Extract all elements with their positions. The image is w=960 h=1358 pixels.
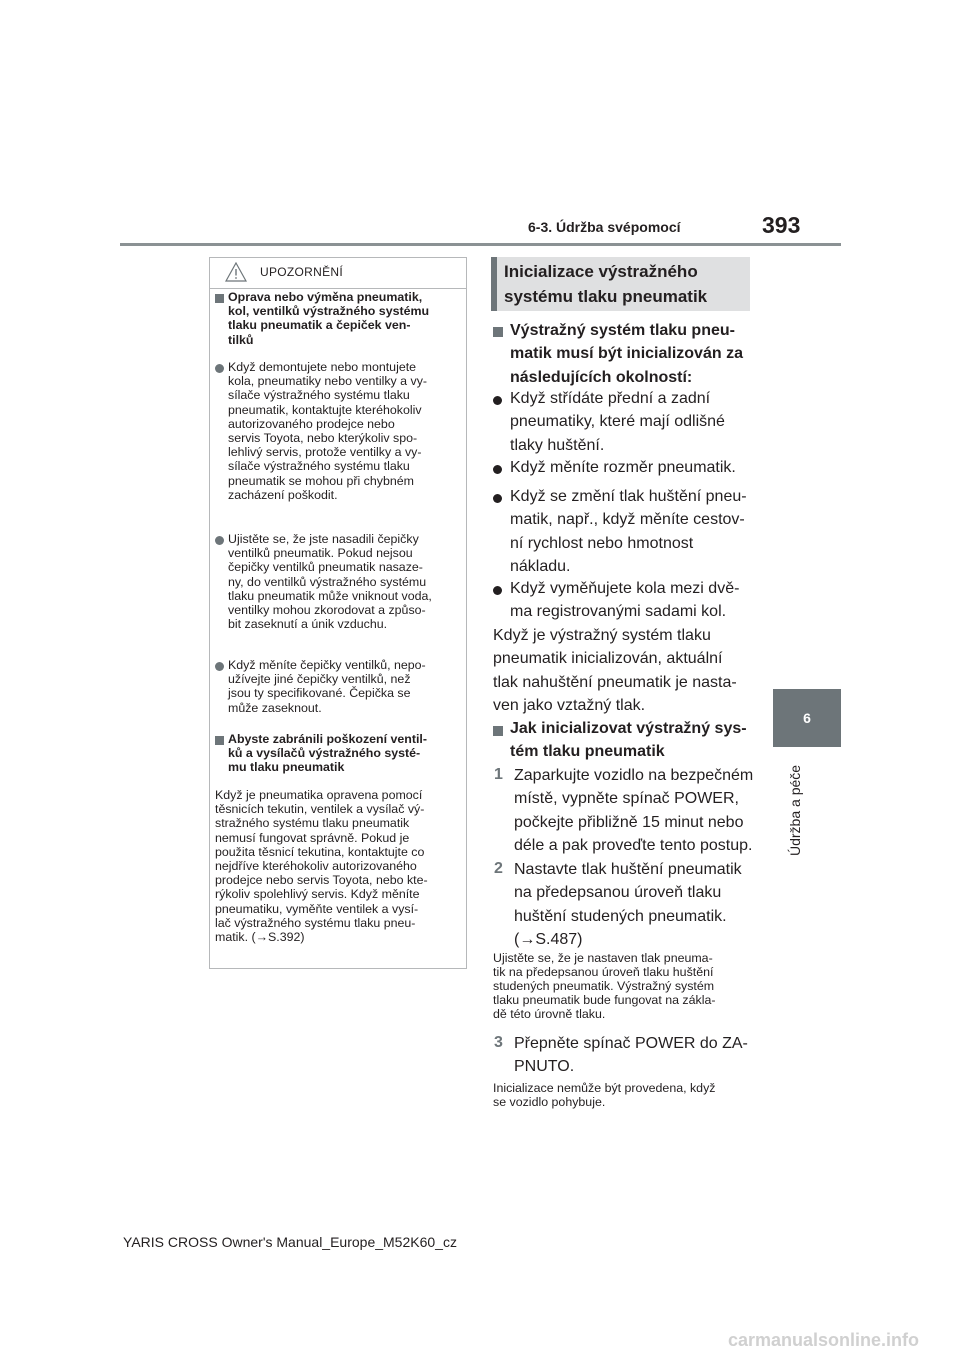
footer-text: YARIS CROSS Owner's Manual_Europe_M52K60_cz	[123, 1234, 457, 1250]
square-bullet-icon	[215, 736, 224, 745]
condition-3	[510, 485, 755, 578]
step-number: 3	[494, 1034, 503, 1051]
text-line: lač výstražného systému tlaku pneu-	[215, 915, 416, 930]
text-line: ventilků pneumatik. Pokud nejsou	[228, 546, 413, 561]
footer-manual-id	[0, 1234, 960, 1250]
text-line: huštění studených pneumatik.	[514, 907, 727, 925]
watermark: carmanualsonline.info	[728, 1330, 920, 1350]
text-line: Přepněte spínač POWER do ZA-	[514, 1035, 748, 1052]
text-line: bit zaseknutí a únik vzduchu.	[228, 617, 388, 632]
text-line: ní rychlost nebo hmotnost	[510, 534, 694, 552]
chapter-label	[785, 760, 809, 860]
text-line: Když měníte čepičky ventilků, nepo-	[228, 658, 426, 672]
text-line: místě, vypněte spínač POWER,	[514, 790, 739, 808]
round-bullet-icon	[493, 465, 502, 474]
step-2-text	[514, 858, 754, 951]
text-line: Když je pneumatika opravena pomocí	[215, 788, 423, 802]
section-title: 6-3. Údržba svépomocí	[528, 219, 681, 235]
text-line: Výstražný systém tlaku pneu-	[510, 322, 735, 339]
text-line: tlaku pneumatik může vniknout voda,	[228, 588, 432, 603]
section-heading-bar	[491, 257, 497, 311]
text-line: Když se změní tlak huštění pneu-	[510, 488, 747, 505]
chapter-label-text: Údržba a péče	[787, 764, 803, 856]
condition-1	[510, 387, 755, 457]
text-line: pneumatik se mohou při chybném	[228, 473, 414, 488]
round-bullet-icon	[215, 364, 224, 373]
text-line: pneumatiky, které mají odlišné	[510, 413, 725, 431]
subhead-when-initialize	[510, 319, 755, 389]
warning-title: UPOZORNĚNÍ	[260, 265, 344, 279]
step-1-text	[514, 764, 754, 857]
text-line: zacházení poškodit.	[228, 487, 338, 502]
text-line: pneumatik inicializován, aktuální	[493, 650, 723, 668]
text-line: se vozidlo pohybuje.	[493, 1095, 606, 1109]
text-line: servis Toyota, nebo kterýkoliv spo-	[228, 431, 418, 446]
header-rule	[120, 243, 841, 246]
text-line: čepičky ventilků pneumatik nasaze-	[228, 560, 423, 575]
text-line: ven jako vztažný tlak.	[493, 696, 646, 714]
square-bullet-icon	[493, 726, 503, 736]
text-line: Ujistěte se, že jste nasadili čepičky	[228, 532, 419, 546]
text-line: ventilky mohou zkorodovat a způso-	[228, 603, 426, 618]
text-line: kola, pneumatiky nebo ventilky a vy-	[228, 374, 428, 389]
text-line: déle a pak proveďte tento postup.	[514, 836, 753, 854]
round-bullet-icon	[493, 396, 502, 405]
text-line: (→S.487)	[514, 930, 583, 948]
warning-item-2	[228, 532, 462, 631]
round-bullet-icon	[493, 494, 502, 503]
text-line: kol, ventilků výstražného systému	[228, 304, 430, 319]
step-number: 2	[494, 860, 503, 877]
text-line: rýkoliv spolehlivý servis. Když měníte	[215, 887, 420, 902]
text-line: následujících okolností:	[510, 368, 693, 386]
text-line: pneumatik, kontaktujte kteréhokoliv	[228, 402, 422, 417]
text-line: použita těsnicí tekutina, kontaktujte co	[215, 844, 425, 859]
text-line: tém tlaku pneumatik	[510, 743, 665, 761]
text-line: Nastavte tlak huštění pneumatik	[514, 861, 742, 878]
text-line: užívejte jiné čepičky ventilků, než	[228, 672, 411, 687]
page-number: 393	[762, 212, 801, 238]
text-line: PNUTO.	[514, 1058, 575, 1076]
text-line: počkejte přibližně 15 minut nebo	[514, 813, 744, 831]
text-line: Zaparkujte vozidlo na bezpečném	[514, 767, 754, 784]
text-line: ma registrovanými sadami kol.	[510, 603, 727, 621]
text-line: Abyste zabránili poškození ventil-	[228, 732, 427, 746]
text-line: dě této úrovně tlaku.	[493, 1007, 606, 1021]
text-line: ny, do ventilků výstražného systému	[228, 574, 427, 589]
text-line: sílače výstražného systému tlaku	[228, 459, 410, 474]
warning-paragraph	[215, 788, 461, 944]
subhead-how-to-initialize	[510, 717, 755, 764]
round-bullet-icon	[215, 536, 224, 545]
warning-item-1	[228, 360, 462, 502]
step-2-note	[493, 951, 755, 1021]
text-line: tlaku pneumatik bude fungovat na zákla-	[493, 993, 716, 1007]
text-line: prodejce nebo servis Toyota, nebo kte-	[215, 873, 428, 888]
text-line: tlaky huštění.	[510, 436, 605, 454]
text-line: těsnicích tekutin, ventilek a vysílač vý-	[215, 802, 425, 817]
text-line: lehlivý servis, protože ventilky a vy-	[228, 445, 422, 460]
text-line: Když je výstražný systém tlaku	[493, 627, 711, 644]
text-line: systému tlaku pneumatik	[504, 287, 708, 306]
round-bullet-icon	[215, 662, 224, 671]
step-number: 1	[494, 766, 503, 783]
step-3-note	[493, 1081, 755, 1109]
text-line: na předepsanou úroveň tlaku	[514, 884, 722, 902]
text-line: studených pneumatik. Výstražný systém	[493, 979, 715, 993]
step-3-text	[514, 1032, 754, 1079]
text-line: pneumatiku, vyměňte ventilek a vysí-	[215, 901, 419, 916]
text-line: tlaku pneumatik a čepiček ven-	[228, 318, 411, 333]
warning-subhead-2	[228, 732, 462, 775]
text-line: tilků	[228, 332, 254, 347]
text-line: matik. (→S.392)	[215, 930, 305, 945]
round-bullet-icon	[493, 586, 502, 595]
text-line: Oprava nebo výměna pneumatik,	[228, 290, 423, 304]
text-line: Když vyměňujete kola mezi dvě-	[510, 580, 740, 597]
square-bullet-icon	[493, 327, 503, 337]
text-line: sílače výstražného systému tlaku	[228, 388, 410, 403]
text-line: tik na předepsanou úroveň tlaku huštění	[493, 965, 714, 979]
text-line: autorizovaného prodejce nebo	[228, 416, 395, 431]
text-line: tlak nahuštění pneumatik je nasta-	[493, 673, 737, 691]
text-line: Ujistěte se, že je nastaven tlak pneuma-	[493, 951, 713, 965]
text-line: mu tlaku pneumatik	[228, 760, 345, 775]
square-bullet-icon	[215, 294, 224, 303]
text-line: Když demontujete nebo montujete	[228, 360, 417, 374]
text-line: Inicializace výstražného	[504, 262, 698, 281]
text-line: ků a vysílačů výstražného systé-	[228, 746, 421, 761]
chapter-tab: 6	[773, 689, 841, 747]
text-line: Když střídáte přední a zadní	[510, 390, 711, 407]
text-line: stražného systému tlaku pneumatik	[215, 816, 410, 831]
reference-pressure-paragraph	[493, 624, 755, 717]
warning-subhead-1	[228, 290, 462, 347]
condition-4	[510, 577, 755, 624]
text-line: Jak inicializovat výstražný sys-	[510, 720, 747, 737]
text-line: nemusí fungovat správně. Pokud je	[215, 830, 410, 845]
warning-item-3	[228, 658, 462, 715]
text-line: Když měníte rozměr pneumatik.	[510, 459, 736, 476]
text-line: Inicializace nemůže být provedena, když	[493, 1081, 716, 1095]
warning-triangle-icon	[225, 262, 247, 282]
text-line: může zaseknout.	[228, 700, 322, 715]
condition-2	[510, 456, 755, 479]
section-heading	[504, 259, 707, 309]
text-line: nejdříve kteréhokoliv autorizovaného	[215, 859, 417, 874]
text-line: nákladu.	[510, 557, 571, 575]
text-line: matik musí být inicializován za	[510, 345, 743, 363]
text-line: matik, např., když měníte cestov-	[510, 511, 745, 529]
text-line: jsou ty specifikované. Čepička se	[228, 686, 411, 701]
